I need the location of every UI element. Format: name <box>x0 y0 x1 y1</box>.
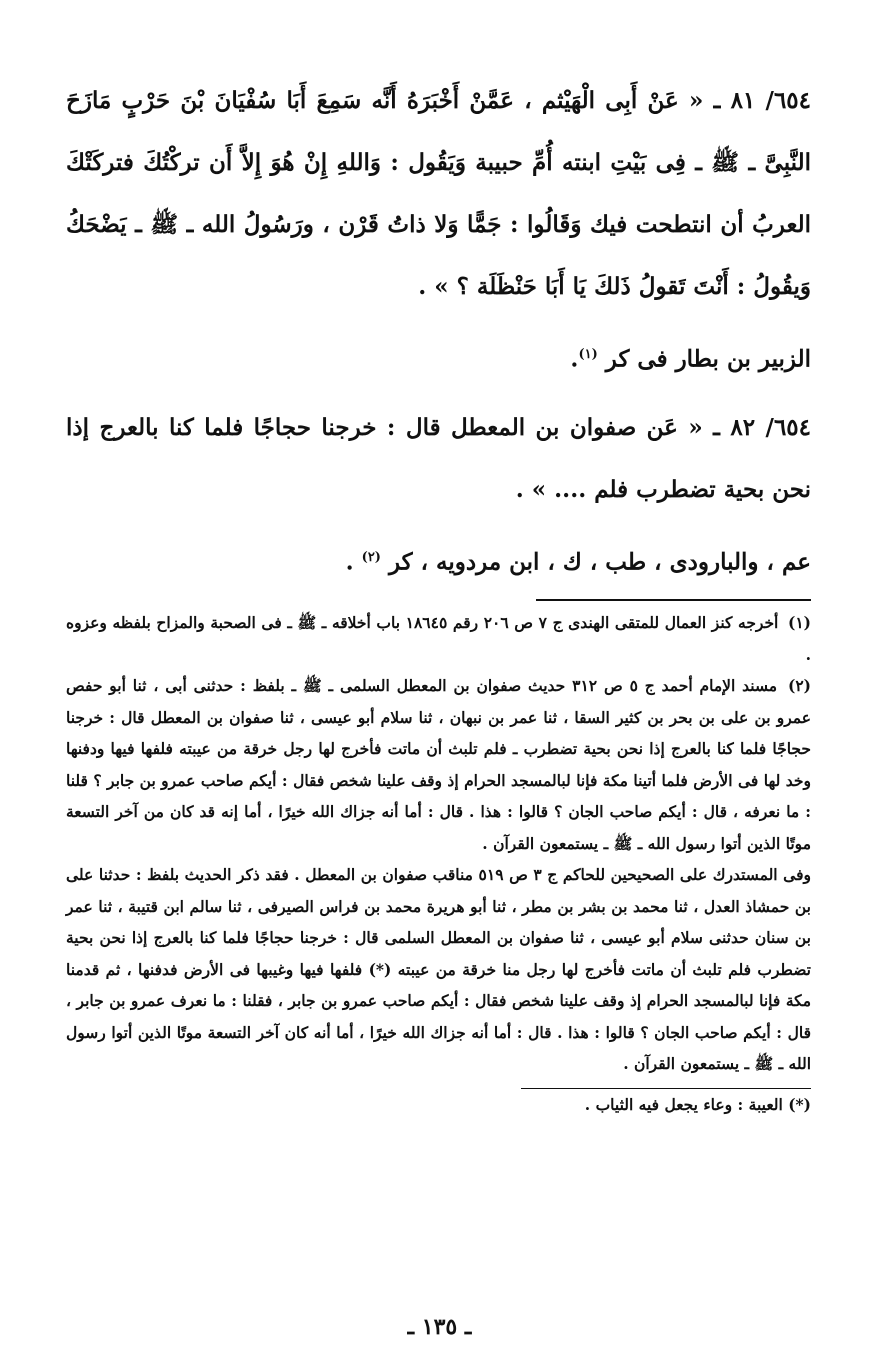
hadith-82-text <box>66 397 811 521</box>
footnote-2 <box>66 670 811 859</box>
hadith-82-source: عم ، والبارودى ، طب ، ك ، ابن مردويه ، كر $^{(٢)}$ . <box>345 548 811 576</box>
footnote-2-number: (٢) <box>787 676 811 696</box>
hadith-81-body: « عَنْ أَبِى الْهَيْثم ، عَمَّنْ أَخْبَرَهُ أَنَّه سَمِعَ أَبَا سُفْيَانَ بْنَ حَرْبٍ مَازَحَ النَّبِىَّ ـ ﷺ ـ فِى بَيْتِ ابنته أُمِّ حبيبة وَيَقُول : وَاللهِ إِنْ هُوَ إِلاَّ أَن تركْتُكَ فتركَتْكَ العربُ أن انتطحت فيك وَقَالُوا : جَمًّا وَلا ذاتُ قَرْن ، ورَسُولُ الله ـ ﷺ ـ يَضْحَكُ وَيقُولُ : أَنْتَ تَقولُ ذَلكَ يَا أَبَا حَنْظَلَة ؟ » . <box>66 87 811 300</box>
hadith-82-footnote-ref[interactable]: (٢) <box>361 549 381 565</box>
page-number: ـ ١٣٥ ـ <box>407 1314 472 1340</box>
footnote-1-number: (١) <box>787 613 811 633</box>
star-note-divider <box>521 1088 811 1089</box>
footnote-2-continued <box>66 859 811 1080</box>
footnotes <box>66 607 811 1080</box>
footnote-2b-text: وفى المستدرك على الصحيحين للحاكم ج ٣ ص ٥١٩ مناقب صفوان بن المعطل . فقد ذكر الحديث بلفظ : حدثنا على بن حمشاذ العدل ، ثنا محمد بن بشر بن مطر ، ثنا أبو هريرة محمد بن فراس الصيرفى ، ثنا سالم ابن قتيبة ، ثنا عمر بن سنان حدثنى سلام أبو عيسى ، ثنا صفوان بن المعطل السلمى قال : خرجنا حجاجًا فلما كنا بالعرج إذا نحن بحية تضطرب فلم تلبث أن ماتت فأخرج لها رجل منا خرقة من عيبته (*) فلفها فيها وغيبها فى الأرض فدفنها ، ثم قدمنا مكة فإنا لبالمسجد الحرام إذ وقف علينا شخص فقال : أيكم صاحب عمرو بن جابر ، فقلنا : ما نعرف عمرو بن جابر ، قال : أيكم صاحب الجان ؟ قالوا : هذا . قال : أما أنه جزاك الله خيرًا ، أما أنه كان آخر التسعة موتًا الذين أتوا رسول الله ـ ﷺ ـ يستمعون القرآن . <box>66 865 811 1074</box>
hadith-82-body: « عَن صفوان بن المعطل قال : خرجنا حجاجًا فلما كنا بالعرج إذا نحن بحية تضطرب فلم .... » . <box>66 413 811 503</box>
hadith-82 <box>66 397 811 594</box>
footnote-1 <box>66 607 811 670</box>
hadith-81 <box>66 70 811 391</box>
hadith-82-source-text: عم ، والبارودى ، طب ، ك ، ابن مردويه ، كر <box>388 548 811 576</box>
footnote-divider <box>536 599 811 601</box>
star-note: (*) العيبة : وعاء يجعل فيه الثياب . <box>584 1094 811 1114</box>
footnote-2-text: مسند الإمام أحمد ج ٥ ص ٣١٢ حديث صفوان بن المعطل السلمى ـ ﷺ ـ بلفظ : حدثنى أبى ، ثنا أبو حفص عمرو بن على بن بحر بن كثير السقا ، ثنا عمر بن نبهان ، ثنا سلام أبو عيسى ، ثنا صفوان بن المعطل قال : خرجنا حجاجًا فلما كنا بالعرج إذا نحن بحية تضطرب ـ فلم تلبث أن ماتت فأخرج لها رجل خرقة من عيبته فلفها فيها ودفنها وخد لها فى الأرض فلما أتينا مكة فإنا لبالمسجد الحرام إذ وقف علينا شخص فقال : أيكم صاحب عمرو بن جابر ؟ قلنا : ما نعرفه ، قال : أيكم صاحب الجان ؟ قالوا : هذا . قال : أما أنه جزاك الله خيرًا ، أما إنه قد كان من آخر التسعة موتًا الذين أتوا رسول الله ـ ﷺ ـ يستمعون القرآن . <box>66 676 811 853</box>
footnote-1-text: أخرجه كنز العمال للمتقى الهندى ج ٧ ص ٢٠٦ رقم ١٨٦٤٥ باب أخلاقه ـ ﷺ ـ فى الصحبة والمزاح بلفظه وعزوه . <box>66 613 811 664</box>
hadith-82-ref: ٦٥٤/ ٨٢ ـ <box>713 413 811 441</box>
hadith-81-footnote-ref[interactable]: (١) <box>578 347 598 362</box>
hadith-81-ref: ٦٥٤/ ٨١ ـ <box>713 87 811 114</box>
hadith-81-source-text: الزبير بن بطار فى كر <box>605 345 811 373</box>
hadith-81-source: الزبير بن بطار فى كر $^{(١)}$. <box>570 345 811 373</box>
hadith-81-text <box>66 70 811 318</box>
